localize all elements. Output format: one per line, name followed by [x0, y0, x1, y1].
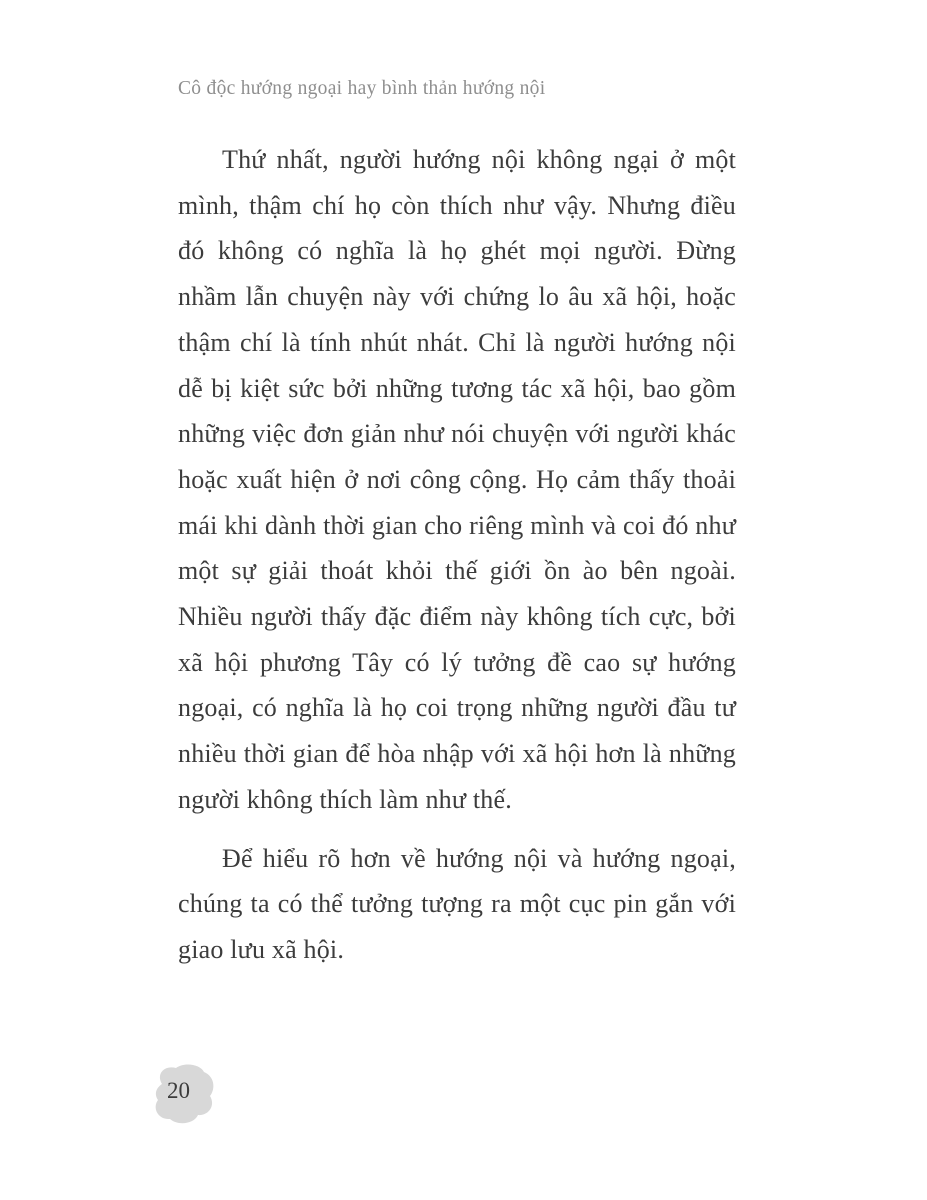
page-number: 20: [167, 1078, 190, 1103]
page-number-area: [150, 1062, 218, 1126]
paragraph: Để hiểu rõ hơn về hướng nội và hướng ngoại, chúng ta có thể tưởng tượng ra một cục pin gắn với giao lưu xã hội.: [178, 843, 736, 964]
running-header: Cô độc hướng ngoại hay bình thản hướng nội: [178, 78, 546, 99]
paragraph: Thứ nhất, người hướng nội không ngại ở một mình, thậm chí họ còn thích như vậy. Nhưng điều đó không có nghĩa là họ ghét mọi người. Đừng nhầm lẫn chuyện này với chứng lo âu xã hội, hoặc thậm chí là tính nhút nhát. Chỉ là người hướng nội dễ bị kiệt sức bởi những tương tác xã hội, bao gồm những việc đơn giản như nói chuyện với người khác hoặc xuất hiện ở nơi công cộng. Họ cảm thấy thoải mái khi dành thời gian cho riêng mình và coi đó như một sự giải thoát khỏi thế giới ồn ào bên ngoài. Nhiều người thấy đặc điểm này không tích cực, bởi xã hội phương Tây có lý tưởng đề cao sự hướng ngoại, có nghĩa là họ coi trọng những người đầu tư nhiều thời gian để hòa nhập với xã hội hơn là những người không thích làm như thế.: [178, 145, 736, 814]
body-text: [178, 137, 736, 973]
